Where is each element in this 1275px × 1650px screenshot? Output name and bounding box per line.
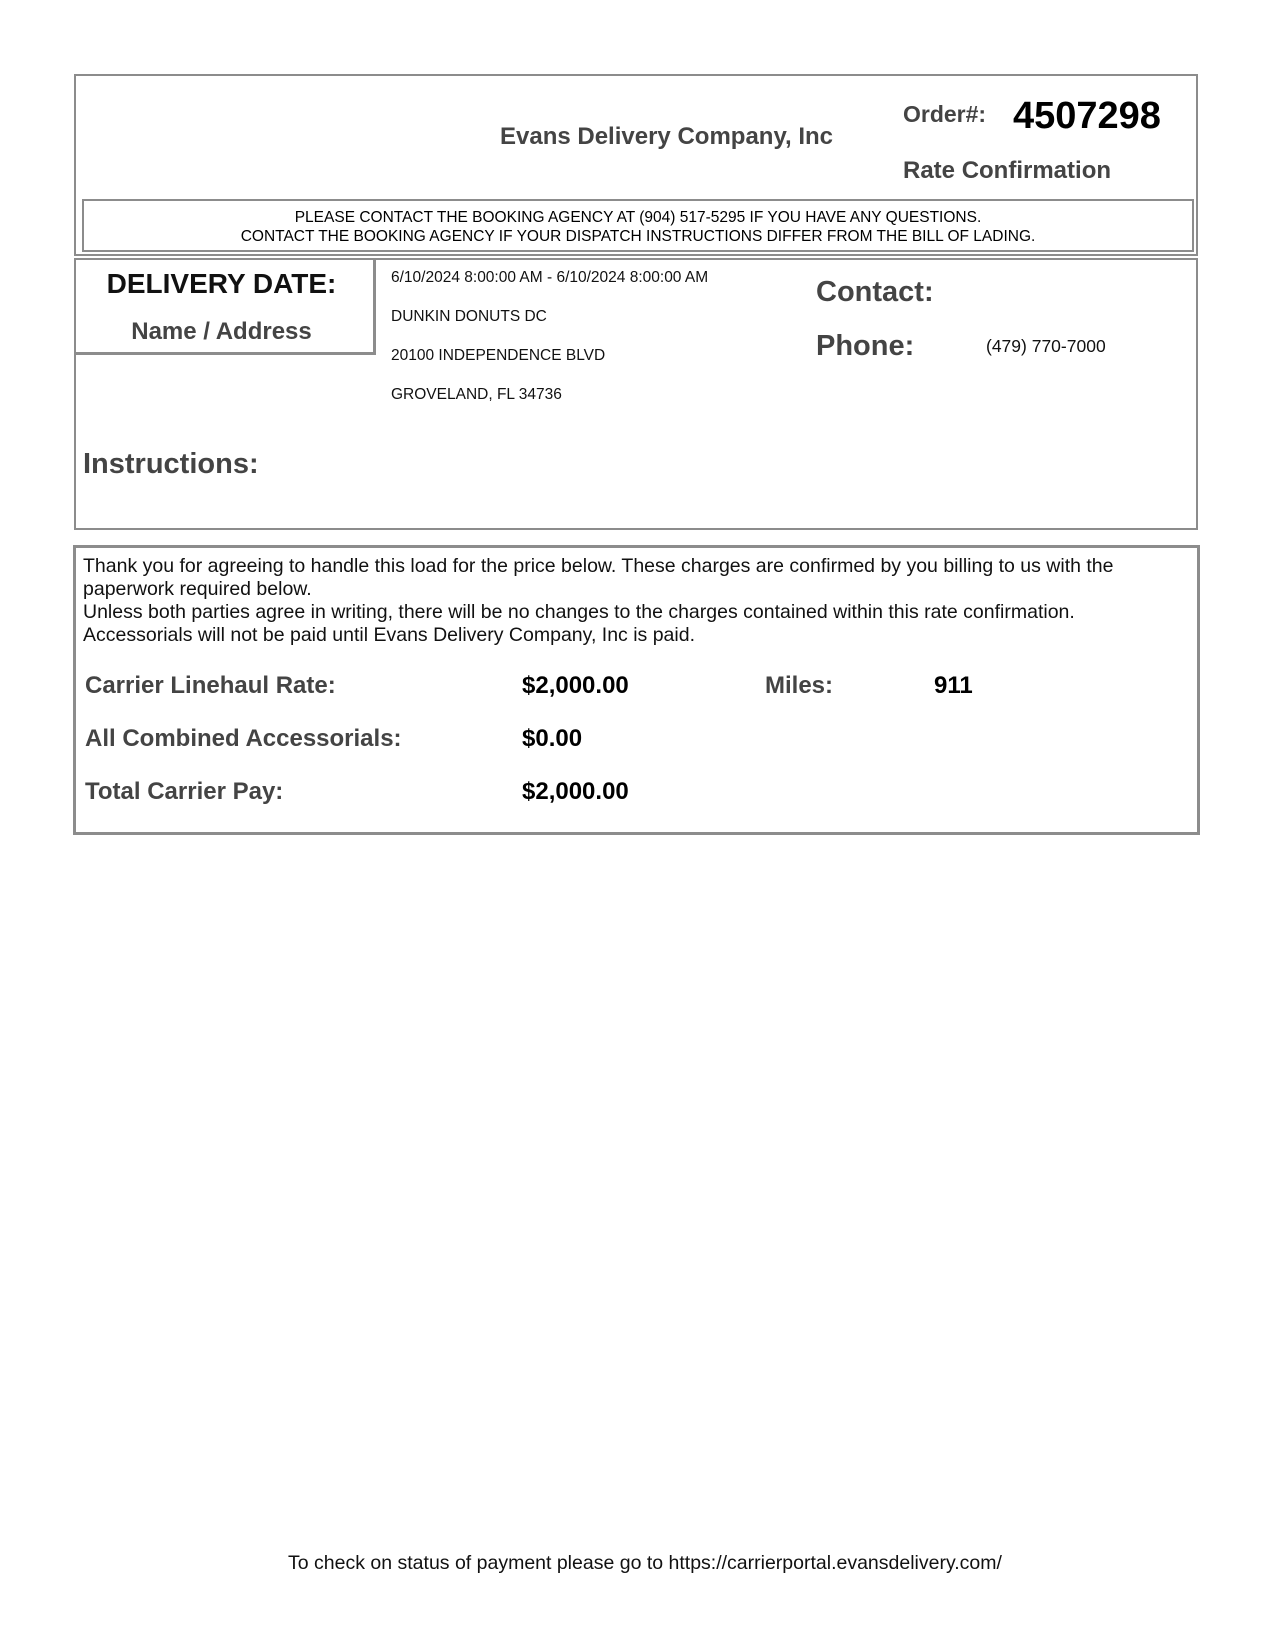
phone-label: Phone:	[816, 330, 915, 362]
delivery-date-label: DELIVERY DATE:	[106, 268, 337, 299]
phone-value: (479) 770-7000	[986, 336, 1106, 356]
contact-label: Contact:	[816, 276, 934, 308]
accessorials-value: $0.00	[522, 725, 583, 752]
pay-intro	[83, 555, 1193, 647]
accessorials-label: All Combined Accessorials:	[85, 725, 402, 752]
linehaul-value: $2,000.00	[522, 672, 629, 699]
instructions-label: Instructions:	[83, 448, 259, 480]
order-label: Order#:	[903, 101, 987, 127]
total-pay-value: $2,000.00	[522, 778, 629, 805]
company-name: Evans Delivery Company, Inc	[500, 123, 834, 150]
delivery-city-state-zip: GROVELAND, FL 34736	[391, 386, 562, 403]
booking-notice	[82, 199, 1194, 252]
linehaul-label: Carrier Linehaul Rate:	[85, 672, 336, 699]
notice-line-1: PLEASE CONTACT THE BOOKING AGENCY AT (904) 517-5295 IF YOU HAVE ANY QUESTIONS.	[294, 209, 982, 226]
delivery-street: 20100 INDEPENDENCE BLVD	[391, 347, 606, 364]
miles-value: 911	[934, 672, 973, 699]
pay-intro-line-3: Accessorials will not be paid until Evans Delivery Company, Inc is paid.	[83, 624, 695, 646]
payment-status-footer: To check on status of payment please go to https://carrierportal.evansdelivery.com/	[288, 1552, 1002, 1574]
miles-label: Miles:	[765, 672, 834, 699]
pay-intro-line-1: Thank you for agreeing to handle this load for the price below. These charges are confirmed by you billing to us with the paperwork required below.	[83, 555, 1114, 600]
delivery-date-range: 6/10/2024 8:00:00 AM - 6/10/2024 8:00:00 AM	[391, 269, 709, 286]
document-subtitle: Rate Confirmation	[903, 157, 1112, 184]
notice-line-2: CONTACT THE BOOKING AGENCY IF YOUR DISPATCH INSTRUCTIONS DIFFER FROM THE BILL OF LADING.	[240, 228, 1036, 245]
delivery-name: DUNKIN DONUTS DC	[391, 308, 547, 325]
order-number: 4507298	[1013, 95, 1161, 137]
pay-intro-line-2: Unless both parties agree in writing, there will be no changes to the charges contained within this rate confirmation.	[83, 601, 1075, 623]
total-pay-label: Total Carrier Pay:	[85, 778, 284, 805]
name-address-label: Name / Address	[131, 318, 312, 345]
